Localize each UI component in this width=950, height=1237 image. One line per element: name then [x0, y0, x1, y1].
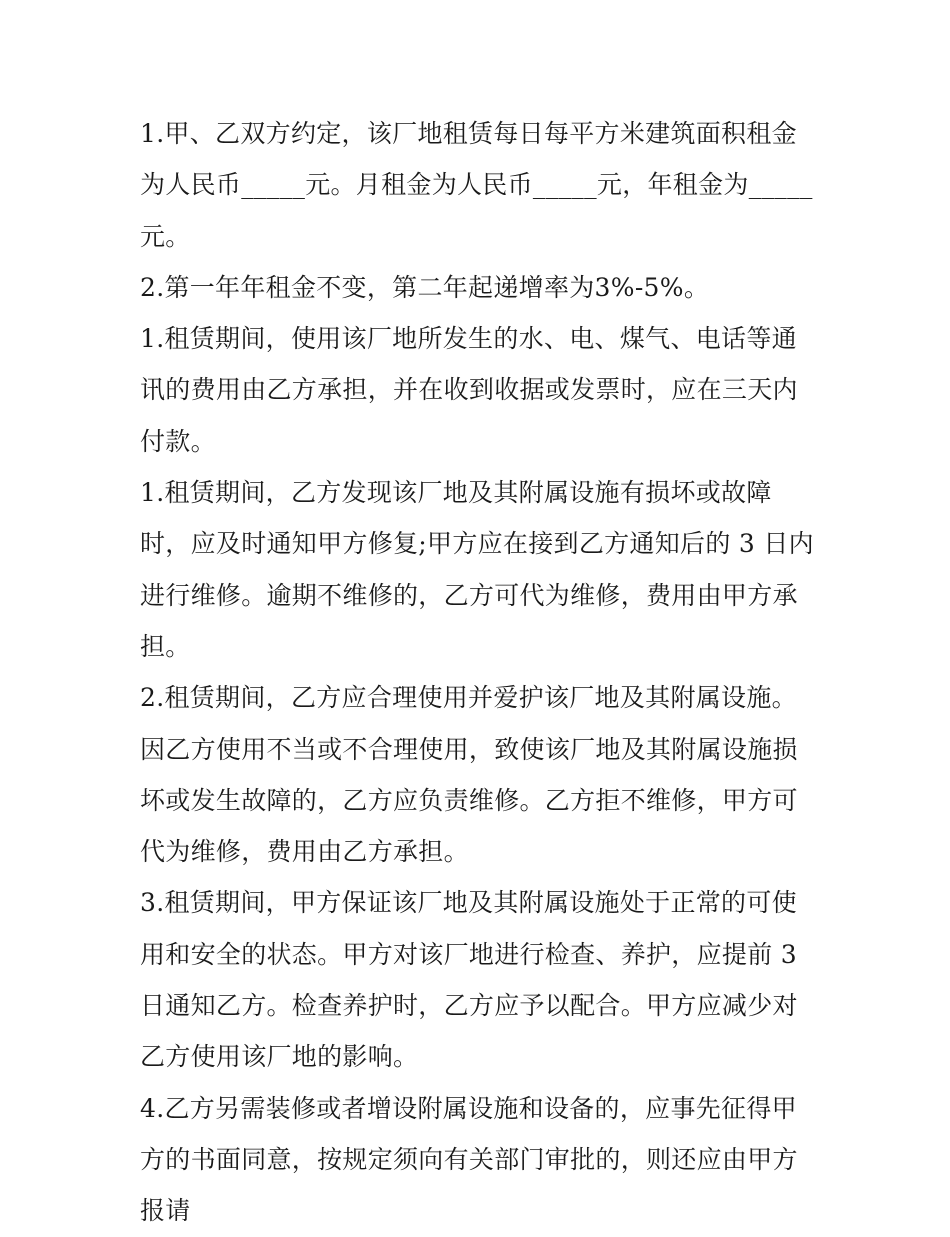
paragraph-landlord-guarantee: 3.租赁期间，甲方保证该厂地及其附属设施处于正常的可使用和安全的状态。甲方对该厂地进行检查、养护，应提前 3 日通知乙方。检查养护时，乙方应予以配合。甲方应减少对乙方使用该厂地的影响。: [140, 888, 806, 1072]
paragraph-renovation: 4.乙方另需装修或者增设附属设施和设备的，应事先征得甲方的书面同意，按规定须向有关部门审批的，则还应由甲方报请: [140, 1093, 798, 1226]
paragraph-utility-fees: 1.租赁期间，使用该厂地所发生的水、电、煤气、电话等通讯的费用由乙方承担，并在收到收据或发票时，应在三天内付款。: [140, 324, 798, 456]
paragraph-repair-notice: 1.租赁期间，乙方发现该厂地及其附属设施有损坏或故障时，应及时通知甲方修复;甲方应在接到乙方通知后的 3 日内进行维修。逾期不维修的，乙方可代为维修，费用由甲方承担。: [140, 478, 814, 661]
paragraph-rent-price: 1.甲、乙双方约定，该厂地租赁每日每平方米建筑面积租金为人民币_____元。月租金为人民币_____元，年租金为_____元。: [140, 119, 813, 251]
paragraph-tenant-care: 2.租赁期间，乙方应合理使用并爱护该厂地及其附属设施。因乙方使用不当或不合理使用，致使该厂地及其附属设施损坏或发生故障的，乙方应负责维修。乙方拒不维修，甲方可代为维修，费用由乙方承担。: [140, 683, 798, 867]
paragraph-rent-increase: 2.第一年年租金不变，第二年起递增率为3%-5%。: [140, 272, 710, 302]
document-body: [140, 108, 820, 1237]
